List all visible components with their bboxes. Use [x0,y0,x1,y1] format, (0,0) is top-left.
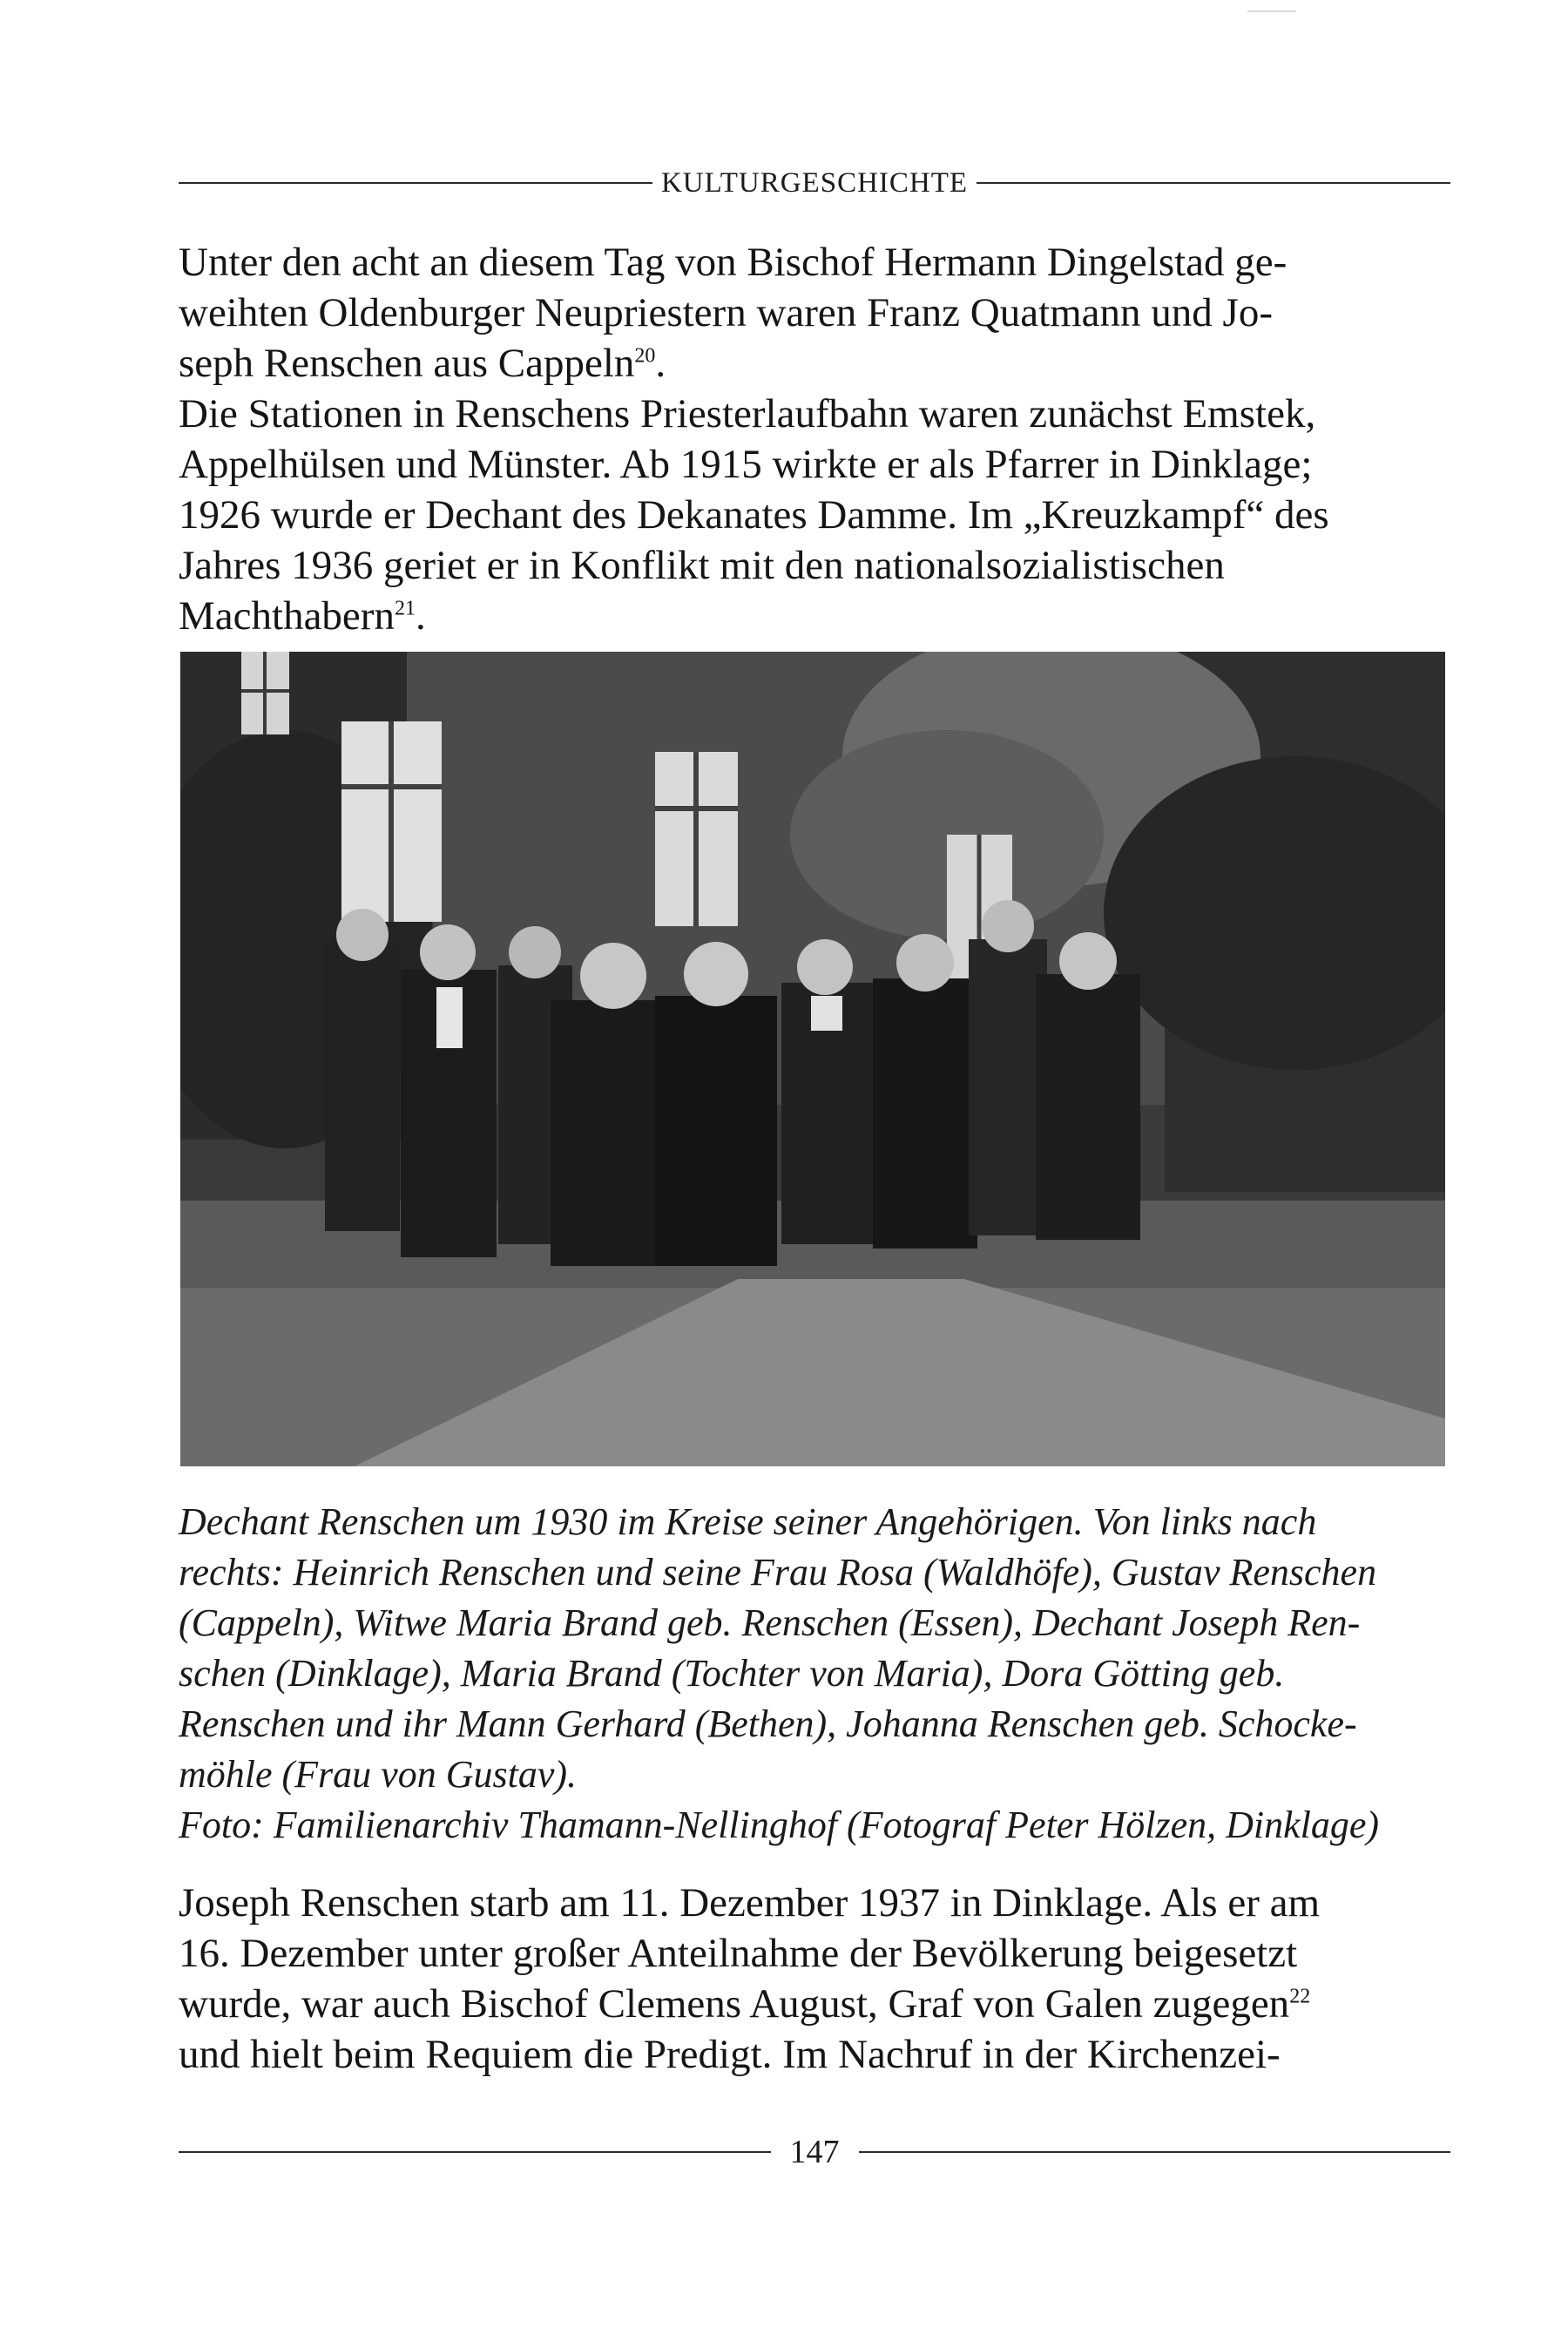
caption-line: (Cappeln), Witwe Maria Brand geb. Renschen (Essen), Dechant Joseph Ren- [179,1601,1361,1644]
footer-rule-left [179,2151,771,2153]
paragraph-line [179,338,1450,389]
paragraph-text: Machthabern [179,593,395,639]
paragraph-text: seph Renschen aus Cappeln [179,341,635,386]
paragraph-line: und hielt beim Requiem die Predigt. Im Nachruf in der Kirchenzei- [179,2032,1281,2077]
paragraph-line: Unter den acht an diesem Tag von Bischof Hermann Dingelstad ge- [179,240,1288,285]
body-text-bottom [179,1878,1450,2080]
photo-credit: Foto: Familienarchiv Thamann-Nellinghof (Fotograf Peter Hölzen, Dinklage) [179,1804,1380,1846]
caption-line: Dechant Renschen um 1930 im Kreise seiner Angehörigen. Von links nach [179,1500,1317,1543]
paragraph-line: 1926 wurde er Dechant des Dekanates Damme. Im „Kreuzkampf“ des [179,492,1329,538]
paragraph-line: Jahres 1936 geriet er in Konflikt mit den nationalsozialistischen [179,543,1225,588]
paragraph-line [179,1979,1450,2029]
paragraph-line: Die Stationen in Renschens Priesterlaufbahn waren zunächst Emstek, [179,391,1316,437]
caption-line: möhle (Frau von Gustav). [179,1753,578,1796]
header-rule-right [977,182,1450,184]
paragraph-2 [179,389,1450,641]
caption-line: rechts: Heinrich Renschen und seine Frau Rosa (Waldhöfe), Gustav Renschen [179,1551,1377,1594]
footnote-ref[interactable]: 20 [634,344,656,368]
paragraph-line: Joseph Renschen starb am 11. Dezember 1937 in Dinklage. Als er am [179,1880,1321,1926]
page-number: 147 [789,2134,840,2170]
footnote-ref[interactable]: 22 [1289,1985,1311,2008]
running-header [179,166,1450,200]
historic-group-photo [180,652,1445,1466]
paragraph-3 [179,1878,1450,2080]
paragraph-line [179,591,1450,641]
header-title: KULTURGESCHICHTE [660,166,969,199]
paragraph-text: wurde, war auch Bischof Clemens August, Graf von Galen zugegen [179,1981,1290,2027]
caption-line: schen (Dinklage), Maria Brand (Tochter von Maria), Dora Götting geb. [179,1652,1285,1695]
paragraph-line: Appelhülsen und Münster. Ab 1915 wirkte er als Pfarrer in Dinklage; [179,442,1313,487]
footer-rule-right [859,2151,1451,2153]
paragraph-1 [179,237,1450,389]
paragraph-line: weihten Oldenburger Neupriestern waren Franz Quatmann und Jo- [179,290,1273,335]
body-text-top [179,237,1450,641]
photo-illustration [180,652,1445,1466]
punctuation: . [415,593,426,639]
caption-line: Renschen und ihr Mann Gerhard (Bethen), Johanna Renschen geb. Schocke- [179,1702,1357,1745]
photo-caption [179,1497,1450,1851]
punctuation: . [655,341,666,386]
header-rule-left [179,182,652,184]
scan-corner-mark [1247,10,1296,12]
page-footer [179,2130,1450,2174]
paragraph-line: 16. Dezember unter großer Anteilnahme der Bevölkerung beigesetzt [179,1931,1298,1976]
footnote-ref[interactable]: 21 [394,597,416,620]
